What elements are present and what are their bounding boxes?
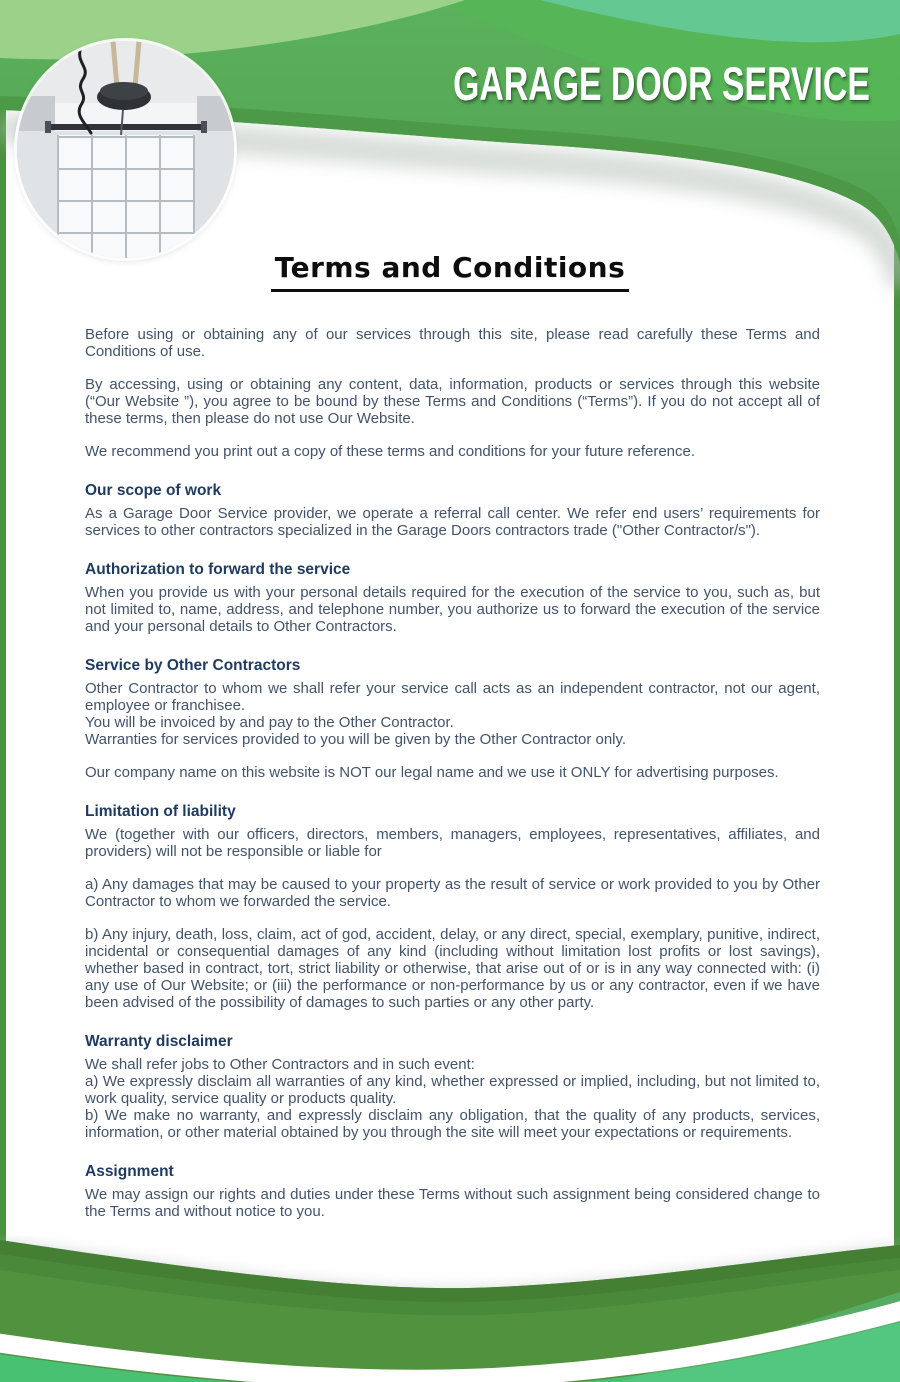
section-paragraph: We shall refer jobs to Other Contractors and in such event: (85, 1056, 475, 1073)
terms-content (85, 326, 820, 1236)
section-paragraph: We (together with our officers, directors, members, managers, employees, representatives, affiliates, and providers) will not be responsible or liable for (85, 826, 820, 860)
garage-door-photo (17, 41, 234, 258)
section-paragraph: a) We expressly disclaim all warranties of any kind, whether expressed or implied, including, but not limited to, work quality, service quality or products quality. (85, 1073, 820, 1107)
intro-paragraph: We recommend you print out a copy of these terms and conditions for your future reference. (85, 443, 696, 460)
brand-title: GARAGE DOOR SERVICE (453, 57, 870, 110)
section-heading: Assignment (85, 1163, 174, 1180)
intro-paragraph: Before using or obtaining any of our services through this site, please read carefully these Terms and Conditions of use. (85, 326, 820, 360)
section-heading: Service by Other Contractors (85, 657, 301, 674)
section-heading: Warranty disclaimer (85, 1033, 233, 1050)
section-service-by-other-contractors (85, 657, 820, 781)
section-paragraph: Other Contractor to whom we shall refer your service call acts as an independent contractor, not our agent, employee or franchisee. (85, 680, 820, 714)
section-paragraph: Warranties for services provided to you will be given by the Other Contractor only. (85, 731, 627, 748)
section-heading: Authorization to forward the service (85, 561, 351, 578)
intro-paragraph: By accessing, using or obtaining any content, data, information, products or services through this website (“Our Website ”), you agree to be bound by these Terms and Conditions (“Terms”). If you do not accept all of these terms, then please do not use Our Website. (85, 376, 820, 427)
page-title-text: Terms and Conditions (271, 251, 630, 292)
section-limitation-of-liability (85, 803, 820, 1011)
garage-door (57, 135, 195, 258)
torsion-bracket-right (201, 121, 207, 133)
torsion-bracket-left (45, 121, 51, 133)
section-paragraph: Our company name on this website is NOT our legal name and we use it ONLY for advertising purposes. (85, 764, 779, 781)
section-heading: Our scope of work (85, 482, 222, 499)
section-our-scope-of-work (85, 482, 820, 539)
section-paragraph: When you provide us with your personal details required for the execution of the service to you, such as, but not limited to, name, address, and telephone number, you authorize us to forward the execution of the service and your personal details to Other Contractors. (85, 584, 820, 635)
section-paragraph: b) Any injury, death, loss, claim, act of god, accident, delay, or any direct, special, exemplary, punitive, indirect, incidental or consequential damages of any kind (including without limitation lost profits or lost savings), whether based in contract, tort, strict liability or otherwise, that arise out of or is in any way connected with: (i) any use of Our Website; or (iii) the performance or non-performance by us or any contractor, even if we have been advised of the possibility of damages to such parties or any other party. (85, 926, 820, 1011)
section-paragraph: a) Any damages that may be caused to your property as the result of service or work provided to you by Other Contractor to whom we forwarded the service. (85, 876, 820, 910)
section-paragraph: b) We make no warranty, and expressly disclaim any obligation, that the quality of any products, services, information, or other material obtained by you through the site will meet your expectations or requirements. (85, 1107, 820, 1141)
section-paragraph: As a Garage Door Service provider, we operate a referral call center. We refer end users’ requirements for services to other contractors specialized in the Garage Doors contractors trade ("Other Contractor/s"). (85, 505, 820, 539)
section-paragraph: We may assign our rights and duties under these Terms without such assignment being considered change to the Terms and without notice to you. (85, 1186, 820, 1220)
section-assignment (85, 1163, 820, 1220)
section-paragraph: You will be invoiced by and pay to the Other Contractor. (85, 714, 454, 731)
page-title (0, 248, 900, 292)
torsion-bar (45, 124, 207, 130)
section-heading: Limitation of liability (85, 803, 236, 820)
section-authorization (85, 561, 820, 635)
section-warranty-disclaimer (85, 1033, 820, 1141)
